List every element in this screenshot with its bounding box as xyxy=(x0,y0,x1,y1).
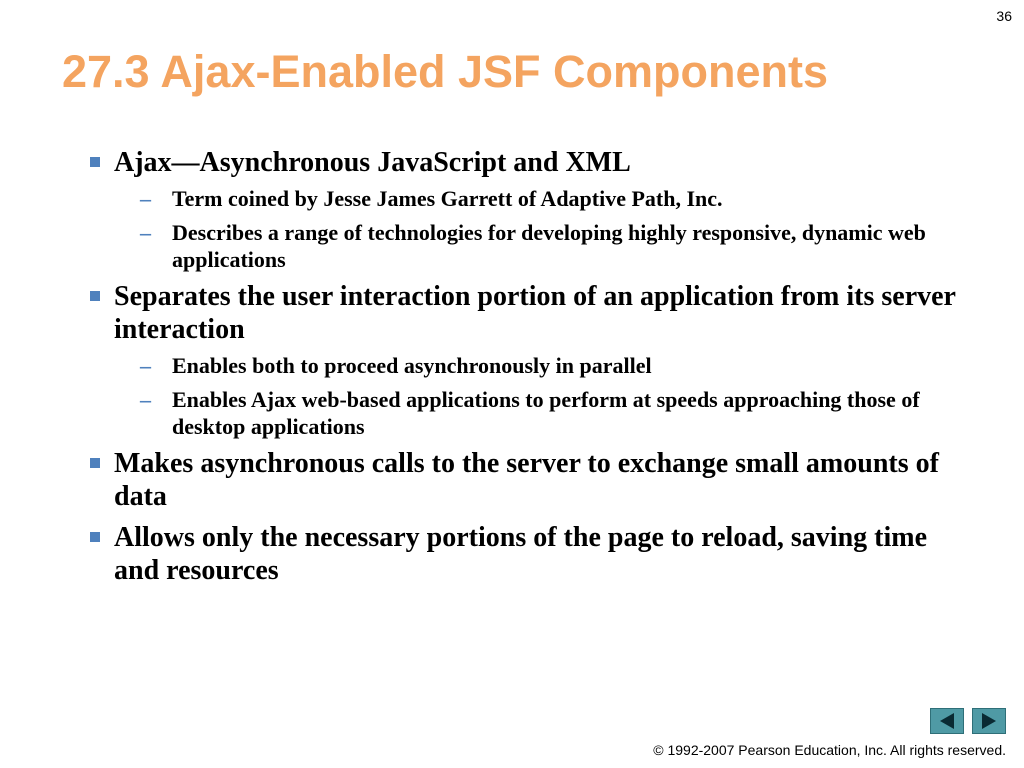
dash-bullet-icon: – xyxy=(140,387,151,412)
sub-bullet-item xyxy=(90,219,970,273)
bullet-text: Makes asynchronous calls to the server to exchange small amounts of data xyxy=(114,448,939,512)
bullet-item xyxy=(90,280,970,346)
sub-bullet-text: Enables Ajax web-based applications to perform at speeds approaching those of desktop applications xyxy=(172,387,920,439)
sub-bullet-text: Describes a range of technologies for developing highly responsive, dynamic web applications xyxy=(172,220,926,272)
sub-bullet-item xyxy=(90,386,970,440)
sub-bullet-text: Term coined by Jesse James Garrett of Adaptive Path, Inc. xyxy=(172,186,723,211)
slide-content xyxy=(90,146,970,593)
bullet-item xyxy=(90,447,970,513)
triangle-right-icon xyxy=(982,713,996,729)
sub-bullet-text: Enables both to proceed asynchronously in parallel xyxy=(172,353,652,378)
dash-bullet-icon: – xyxy=(140,186,151,211)
sub-bullet-item xyxy=(90,352,970,379)
square-bullet-icon xyxy=(90,291,100,301)
bullet-item xyxy=(90,146,970,179)
square-bullet-icon xyxy=(90,157,100,167)
sub-bullet-list xyxy=(90,185,970,273)
triangle-left-icon xyxy=(940,713,954,729)
bullet-item xyxy=(90,521,970,587)
slide-navigation xyxy=(930,708,1006,734)
sub-bullet-item xyxy=(90,185,970,212)
square-bullet-icon xyxy=(90,532,100,542)
dash-bullet-icon: – xyxy=(140,353,151,378)
dash-bullet-icon: – xyxy=(140,220,151,245)
square-bullet-icon xyxy=(90,458,100,468)
page-number: 36 xyxy=(996,8,1012,24)
bullet-text: Allows only the necessary portions of the page to reload, saving time and resources xyxy=(114,522,927,586)
next-slide-button[interactable] xyxy=(972,708,1006,734)
slide-title: 27.3 Ajax-Enabled JSF Components xyxy=(62,46,829,97)
bullet-text: Ajax—Asynchronous JavaScript and XML xyxy=(114,147,631,178)
previous-slide-button[interactable] xyxy=(930,708,964,734)
bullet-text: Separates the user interaction portion of an application from its server interaction xyxy=(114,281,956,345)
copyright-footer: © 1992-2007 Pearson Education, Inc. All rights reserved. xyxy=(653,742,1006,758)
sub-bullet-list xyxy=(90,352,970,440)
